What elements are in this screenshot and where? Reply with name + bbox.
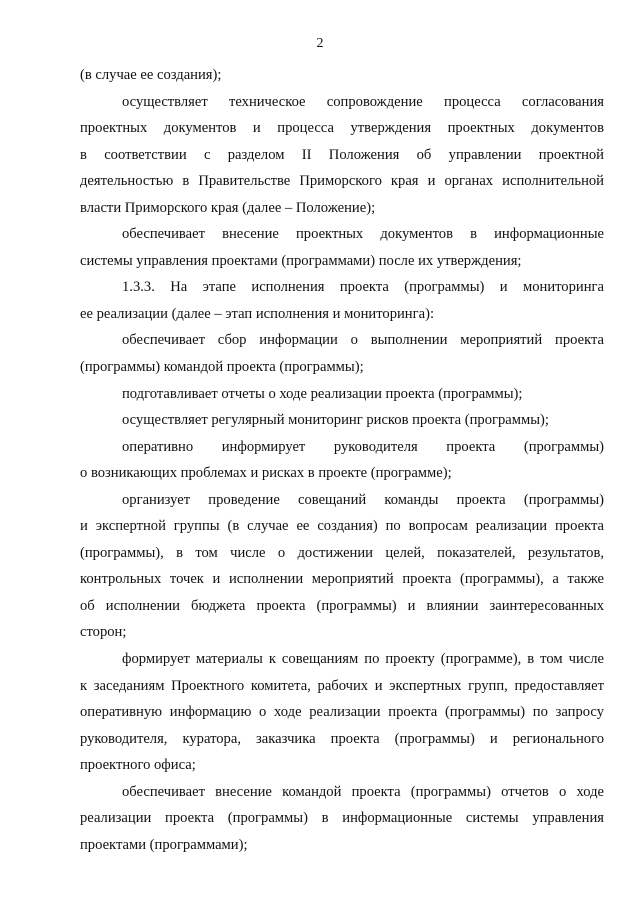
paragraph-p4 — [80, 327, 604, 380]
text-line: системы управления проектами (программами) после их утверждения; — [80, 252, 522, 269]
text-line: (программы), в том числе о достижении целей, показателей, результатов, — [80, 544, 604, 561]
text-line: о возникающих проблемах и рисках в проекте (программе); — [80, 465, 452, 482]
text-line: в соответствии с разделом II Положения об управлении проектной — [80, 146, 604, 163]
paragraph-p5 — [80, 381, 604, 408]
text-line: реализации проекта (программы) в информационные системы управления — [80, 810, 604, 827]
text-line: руководителя, куратора, заказчика проекта (программы) и регионального — [80, 730, 604, 747]
text-line: контрольных точек и исполнении мероприятий проекта (программы), а также — [80, 571, 604, 588]
text-line: (в случае ее создания); — [80, 67, 222, 83]
text-line: 1.3.3. На этапе исполнения проекта (программы) и мониторинга — [122, 279, 604, 296]
text-line: обеспечивает сбор информации о выполнении мероприятий проекта — [122, 332, 604, 349]
text-line: и экспертной группы (в случае ее создания) по вопросам реализации проекта — [80, 518, 604, 535]
paragraph-p8 — [80, 487, 604, 646]
paragraph-p1 — [80, 89, 604, 222]
text-line: деятельностью в Правительстве Приморского края и органах исполнительной — [80, 173, 604, 190]
paragraph-p7 — [80, 434, 604, 487]
document-body — [80, 62, 604, 858]
page-number: 2 — [316, 36, 324, 51]
text-line: оперативно информирует руководителя проекта (программы) — [122, 438, 604, 455]
text-line: власти Приморского края (далее – Положение); — [80, 199, 376, 216]
paragraph-p2 — [80, 221, 604, 274]
text-line: сторон; — [80, 624, 127, 641]
text-line: об исполнении бюджета проекта (программы) и влиянии заинтересованных — [80, 597, 604, 614]
paragraph-p0 — [80, 62, 604, 89]
paragraph-p3 — [80, 274, 604, 327]
text-line: проектных документов и процесса утверждения проектных документов — [80, 120, 604, 137]
paragraph-p10 — [80, 779, 604, 859]
text-line: осуществляет техническое сопровождение процесса согласования — [122, 93, 604, 110]
paragraph-p6 — [80, 407, 604, 434]
text-line: оперативную информацию о ходе реализации проекта (программы) по запросу — [80, 704, 604, 721]
text-line: обеспечивает внесение командой проекта (программы) отчетов о ходе — [122, 783, 604, 800]
text-line: ее реализации (далее – этап исполнения и мониторинга): — [80, 305, 434, 322]
text-line: к заседаниям Проектного комитета, рабочих и экспертных групп, предоставляет — [80, 677, 604, 694]
text-line: проектного офиса; — [80, 757, 196, 774]
text-line: обеспечивает внесение проектных документов в информационные — [122, 226, 604, 243]
text-line: (программы) командой проекта (программы); — [80, 359, 364, 376]
text-line: организует проведение совещаний команды проекта (программы) — [122, 491, 604, 508]
paragraph-p9 — [80, 646, 604, 779]
text-line: осуществляет регулярный мониторинг рисков проекта (программы); — [122, 412, 549, 429]
text-line: подготавливает отчеты о ходе реализации проекта (программы); — [122, 385, 523, 402]
text-line: формирует материалы к совещаниям по проекту (программе), в том числе — [122, 651, 604, 668]
text-line: проектами (программами); — [80, 836, 248, 853]
